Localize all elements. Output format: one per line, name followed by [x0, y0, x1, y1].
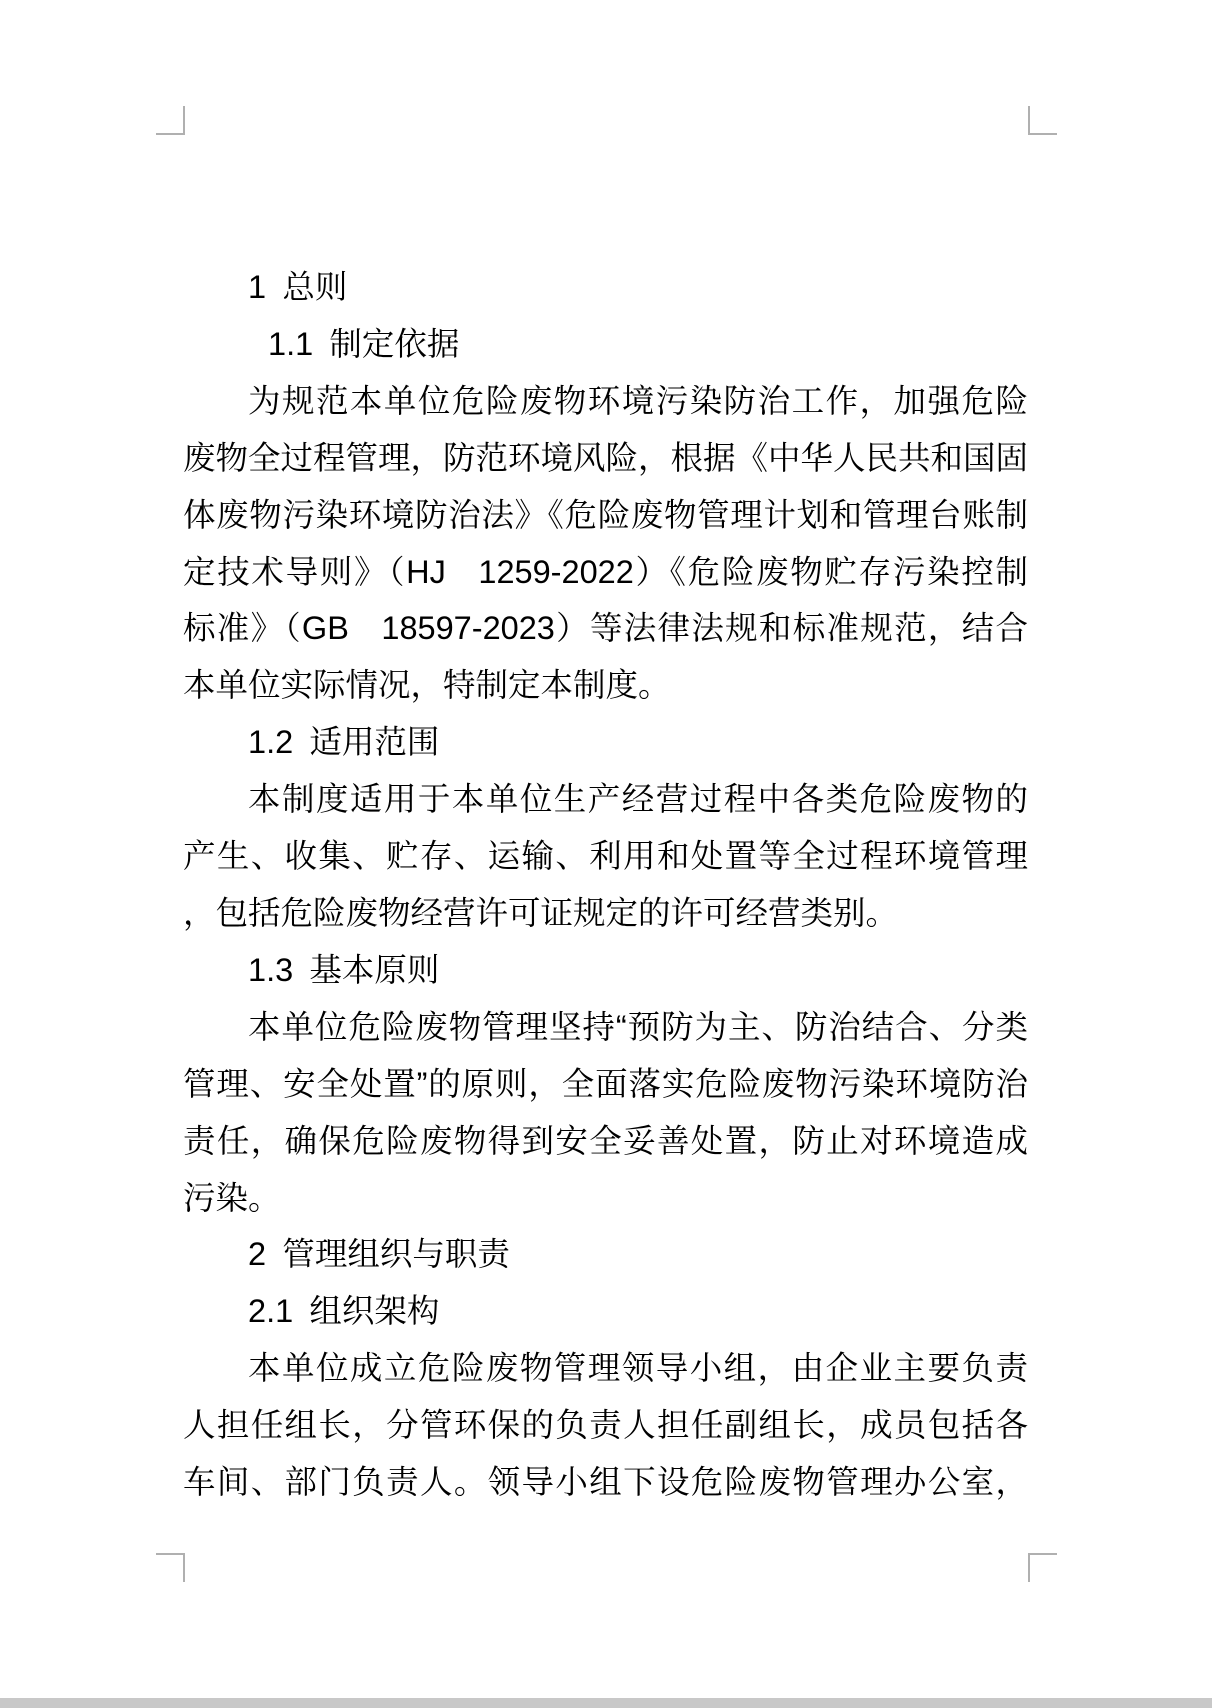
text-line-18: 2 管理组织与职责: [248, 1236, 510, 1273]
text-line-13: 1.3 基本原则: [248, 951, 440, 988]
text-line-11: 产生、收集、贮存、运输、利用和处置等全过程环境管理: [183, 838, 1028, 875]
text-boundary-mark-bottom-right: [1028, 1553, 1057, 1582]
text-boundary-mark-top-right: [1028, 106, 1057, 135]
text-line-15: 管理、安全处置”的原则，全面落实危险废物污染环境防治: [183, 1065, 1028, 1102]
text-line-9: 1.2 适用范围: [248, 724, 440, 761]
text-boundary-mark-top-left: [156, 106, 185, 135]
document-text-body: [183, 259, 1028, 1511]
text-line-12: ，包括危险废物经营许可证规定的许可经营类别。: [183, 894, 899, 931]
text-line-3: 为规范本单位危险废物环境污染防治工作，加强危险: [248, 382, 1028, 419]
text-line-16: 责任，确保危险废物得到安全妥善处置，防止对环境造成: [183, 1122, 1028, 1159]
text-line-2: 1.1 制定依据: [268, 325, 460, 362]
text-line-5: 体废物污染环境防治法》《危险废物管理计划和管理台账制: [183, 496, 1028, 533]
text-line-17: 污染。: [183, 1179, 281, 1216]
text-line-20: 本单位成立危险废物管理领导小组，由企业主要负责: [248, 1350, 1028, 1387]
text-line-14: 本单位危险废物管理坚持“预防为主、防治结合、分类: [248, 1008, 1028, 1045]
text-line-6: 定技术导则》（HJ 1259-2022）《危险废物贮存污染控制: [183, 553, 1028, 590]
text-line-7: 标准》（GB 18597-2023）等法律法规和标准规范，结合: [183, 610, 1028, 647]
page-bottom-edge: [0, 1698, 1212, 1708]
text-line-4: 废物全过程管理，防范环境风险，根据《中华人民共和国固: [183, 439, 1029, 476]
text-line-10: 本制度适用于本单位生产经营过程中各类危险废物的: [248, 781, 1028, 818]
text-line-19: 2.1 组织架构: [248, 1293, 440, 1330]
text-line-21: 人担任组长，分管环保的负责人担任副组长，成员包括各: [183, 1407, 1028, 1444]
text-line-22: 车间、部门负责人。领导小组下设危险废物管理办公室，: [183, 1464, 1028, 1501]
text-line-1: 1 总则: [248, 269, 348, 305]
text-line-8: 本单位实际情况，特制定本制度。: [183, 667, 671, 704]
text-boundary-mark-bottom-left: [156, 1553, 185, 1582]
